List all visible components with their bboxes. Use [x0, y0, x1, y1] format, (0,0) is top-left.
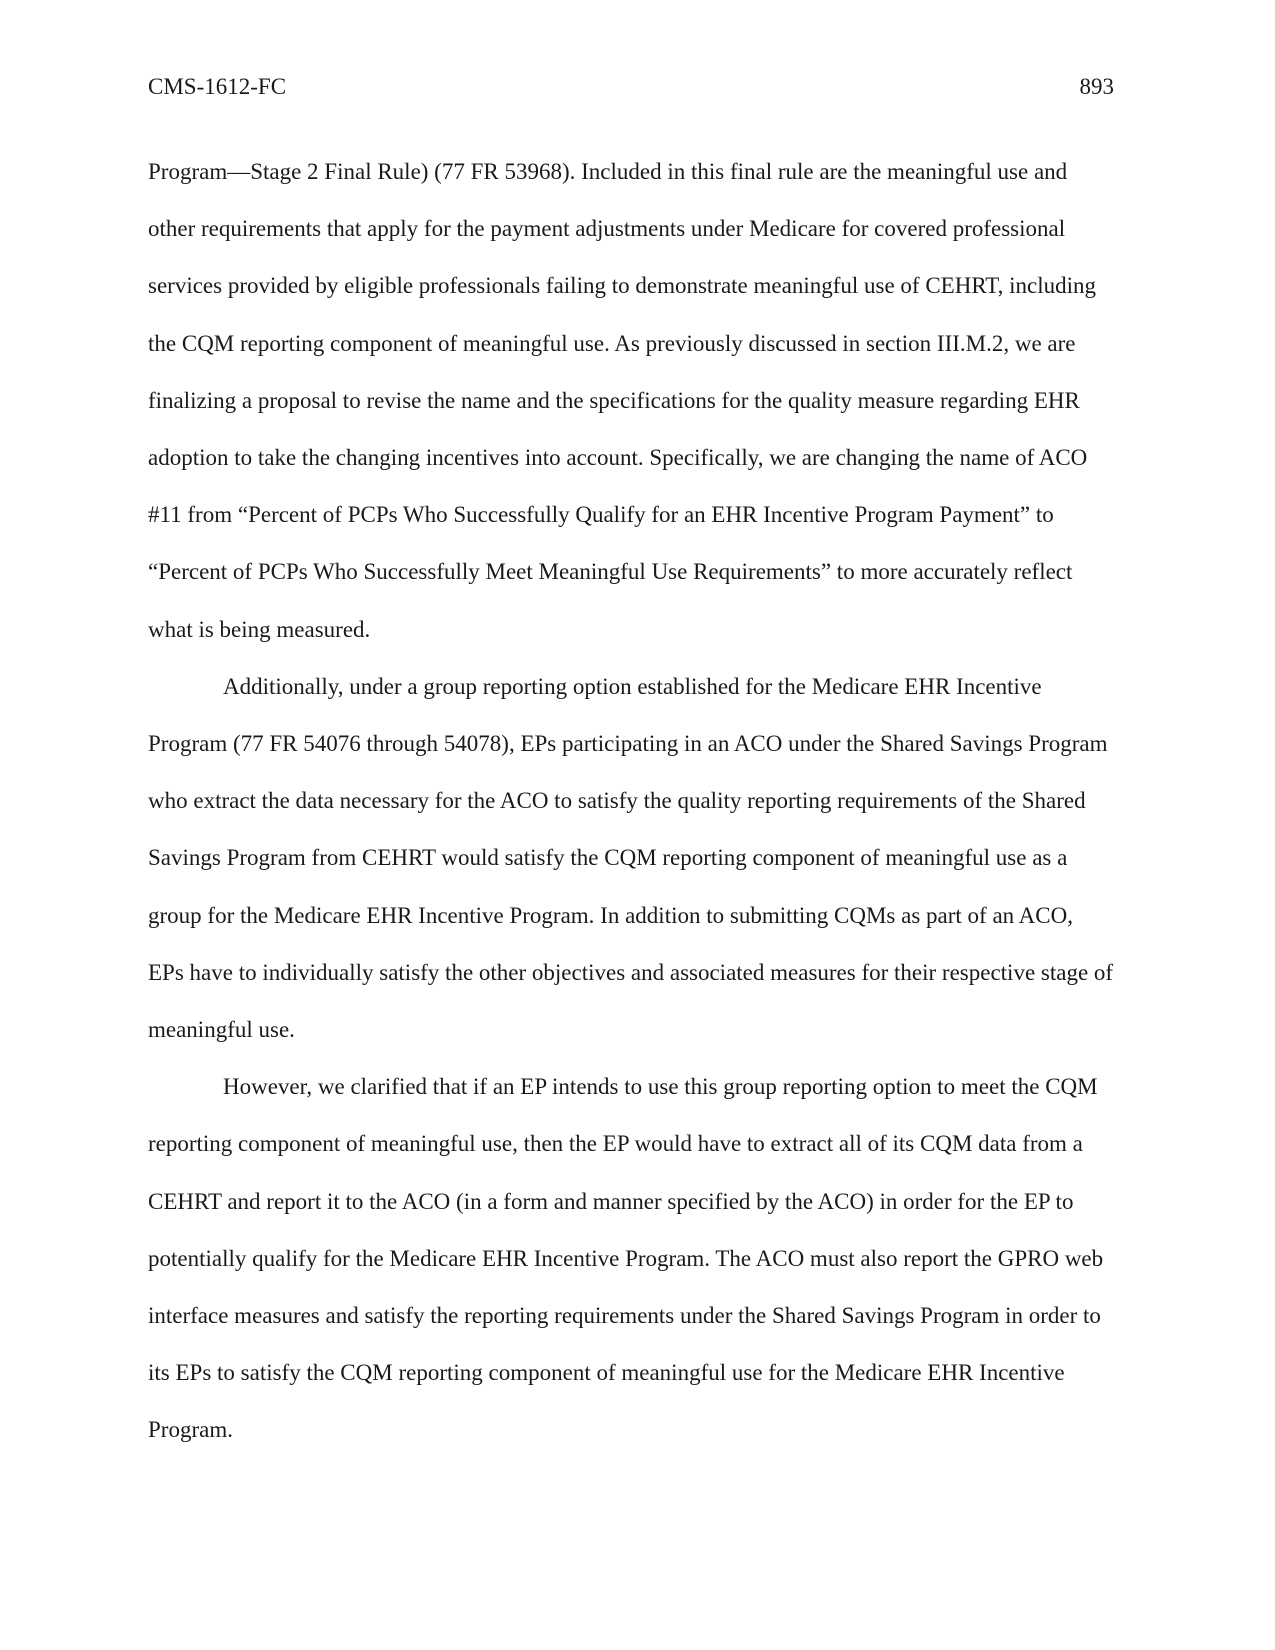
page-number: 893: [1079, 74, 1114, 99]
paragraph-1: Program—Stage 2 Final Rule) (77 FR 53968). Included in this final rule are the meaningful use and other requirements that apply for the payment adjustments under Medicare for covered professional services provided by eligible professionals failing to demonstrate meaningful use of CEHRT, including the CQM reporting component of meaningful use. As previously discussed in section III.M.2, we are finalizing a proposal to revise the name and the specifications for the quality measure regarding EHR adoption to take the changing incentives into account. Specifically, we are changing the name of ACO #11 from “Percent of PCPs Who Successfully Qualify for an EHR Incentive Program Payment” to “Percent of PCPs Who Successfully Meet Meaningful Use Requirements” to more accurately reflect what is being measured.: [148, 159, 1097, 642]
paragraph-3: However, we clarified that if an EP intends to use this group reporting option to meet the CQM reporting component of meaningful use, then the EP would have to extract all of its CQM data from a CEHRT and report it to the ACO (in a form and manner specified by the ACO) in order for the EP to potentially qualify for the Medicare EHR Incentive Program. The ACO must also report the GPRO web interface measures and satisfy the reporting requirements under the Shared Savings Program in order to its EPs to satisfy the CQM reporting component of meaningful use for the Medicare EHR Incentive Program.: [148, 1074, 1104, 1443]
page-header: [148, 72, 1114, 102]
body-text: [148, 143, 1114, 1459]
document-id: CMS-1612-FC: [148, 74, 287, 99]
paragraph-2: Additionally, under a group reporting option established for the Medicare EHR Incentive Program (77 FR 54076 through 54078), EPs participating in an ACO under the Shared Savings Program who extract the data necessary for the ACO to satisfy the quality reporting requirements of the Shared Savings Program from CEHRT would satisfy the CQM reporting component of meaningful use as a group for the Medicare EHR Incentive Program. In addition to submitting CQMs as part of an ACO, EPs have to individually satisfy the other objectives and associated measures for their respective stage of meaningful use.: [148, 673, 1114, 1043]
